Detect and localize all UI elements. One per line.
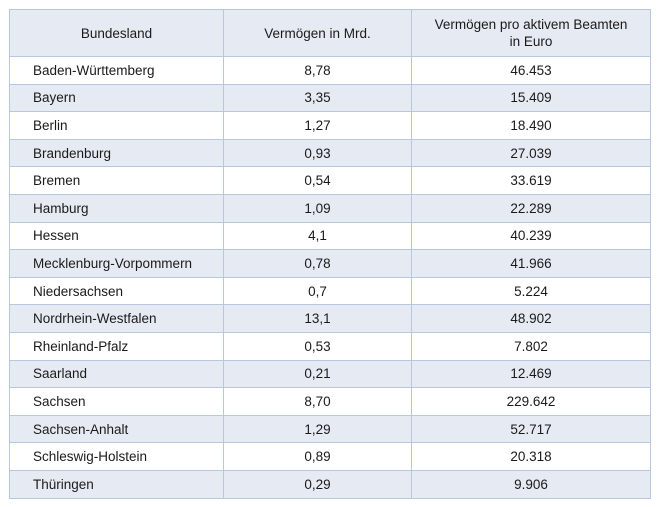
cell-vermoegen-pro-beamten: 20.318 (412, 443, 651, 471)
cell-vermoegen-pro-beamten: 46.453 (412, 57, 651, 85)
table-row (10, 415, 651, 443)
table-row (10, 57, 651, 85)
table-row (10, 388, 651, 416)
table-row (10, 277, 651, 305)
table-row (10, 360, 651, 388)
table-row (10, 470, 651, 498)
cell-vermoegen-pro-beamten: 229.642 (412, 388, 651, 416)
cell-vermoegen-pro-beamten: 15.409 (412, 84, 651, 112)
cell-bundesland: Sachsen-Anhalt (10, 415, 224, 443)
table-row (10, 194, 651, 222)
column-header-bundesland: Bundesland (10, 10, 224, 57)
cell-bundesland: Bayern (10, 84, 224, 112)
table-row (10, 332, 651, 360)
cell-vermoegen-pro-beamten: 22.289 (412, 194, 651, 222)
cell-vermoegen: 0,53 (224, 332, 412, 360)
cell-vermoegen-pro-beamten: 18.490 (412, 112, 651, 140)
cell-bundesland: Saarland (10, 360, 224, 388)
header-row (10, 10, 651, 57)
table-row (10, 250, 651, 278)
cell-vermoegen: 1,27 (224, 112, 412, 140)
cell-bundesland: Niedersachsen (10, 277, 224, 305)
cell-vermoegen-pro-beamten: 27.039 (412, 139, 651, 167)
cell-vermoegen-pro-beamten: 9.906 (412, 470, 651, 498)
cell-bundesland: Mecklenburg-Vorpommern (10, 250, 224, 278)
cell-vermoegen-pro-beamten: 48.902 (412, 305, 651, 333)
data-table (9, 9, 651, 499)
cell-vermoegen: 0,54 (224, 167, 412, 195)
table-row (10, 443, 651, 471)
table-row (10, 222, 651, 250)
table-header (10, 10, 651, 57)
cell-bundesland: Thüringen (10, 470, 224, 498)
cell-vermoegen: 4,1 (224, 222, 412, 250)
cell-bundesland: Nordrhein-Westfalen (10, 305, 224, 333)
cell-bundesland: Berlin (10, 112, 224, 140)
cell-vermoegen: 0,78 (224, 250, 412, 278)
column-header-vermoegen-pro-beamten: Vermögen pro aktivem Beamten in Euro (412, 10, 651, 57)
table-row (10, 112, 651, 140)
cell-bundesland: Rheinland-Pfalz (10, 332, 224, 360)
cell-vermoegen-pro-beamten: 5.224 (412, 277, 651, 305)
cell-vermoegen-pro-beamten: 52.717 (412, 415, 651, 443)
cell-vermoegen: 13,1 (224, 305, 412, 333)
cell-vermoegen: 1,29 (224, 415, 412, 443)
table-row (10, 167, 651, 195)
cell-vermoegen: 0,21 (224, 360, 412, 388)
cell-bundesland: Sachsen (10, 388, 224, 416)
cell-bundesland: Schleswig-Holstein (10, 443, 224, 471)
cell-vermoegen-pro-beamten: 7.802 (412, 332, 651, 360)
cell-bundesland: Brandenburg (10, 139, 224, 167)
cell-vermoegen-pro-beamten: 33.619 (412, 167, 651, 195)
cell-vermoegen: 1,09 (224, 194, 412, 222)
table-body (10, 57, 651, 499)
cell-vermoegen: 8,78 (224, 57, 412, 85)
cell-vermoegen-pro-beamten: 41.966 (412, 250, 651, 278)
column-header-vermoegen: Vermögen in Mrd. (224, 10, 412, 57)
cell-vermoegen: 0,89 (224, 443, 412, 471)
cell-vermoegen: 0,7 (224, 277, 412, 305)
cell-vermoegen: 3,35 (224, 84, 412, 112)
table-row (10, 305, 651, 333)
cell-vermoegen-pro-beamten: 40.239 (412, 222, 651, 250)
cell-vermoegen: 8,70 (224, 388, 412, 416)
cell-bundesland: Bremen (10, 167, 224, 195)
cell-vermoegen: 0,29 (224, 470, 412, 498)
cell-bundesland: Hamburg (10, 194, 224, 222)
cell-vermoegen: 0,93 (224, 139, 412, 167)
cell-bundesland: Baden-Württemberg (10, 57, 224, 85)
data-table-container (9, 9, 650, 499)
cell-bundesland: Hessen (10, 222, 224, 250)
table-row (10, 139, 651, 167)
cell-vermoegen-pro-beamten: 12.469 (412, 360, 651, 388)
table-row (10, 84, 651, 112)
